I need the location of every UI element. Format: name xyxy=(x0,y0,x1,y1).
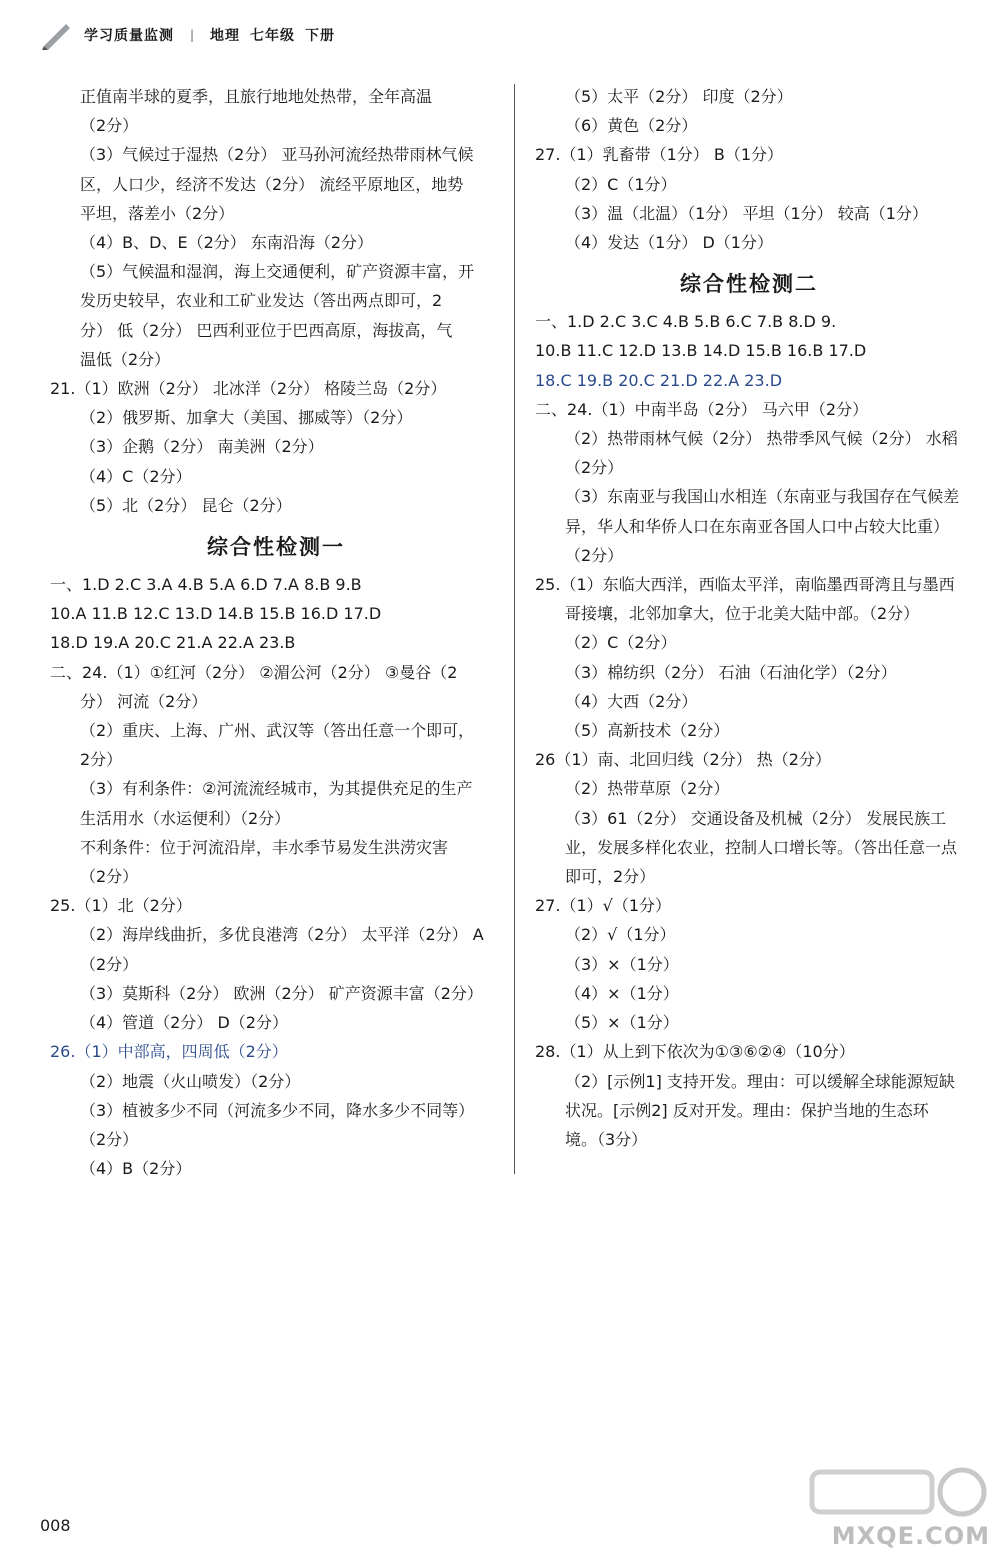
answer-line: 状况。[示例2] 反对开发。理由：保护当地的生态环 xyxy=(565,1100,929,1120)
left-column xyxy=(50,82,502,1183)
answer-line: （5）北（2分） 昆仑（2分） xyxy=(80,495,292,515)
answer-line: （2）C（1分） xyxy=(565,174,677,194)
watermark-text: MXQE.COM xyxy=(831,1522,990,1550)
answer-line: （2分） xyxy=(565,458,624,478)
answer-line: （2分） xyxy=(80,1129,139,1149)
answer-line: （2）√（1分） xyxy=(565,925,676,945)
answer-line: （3）莫斯科（2分） 欧洲（2分） 矿产资源丰富（2分） xyxy=(80,983,483,1003)
section-title: 综合性检测二 xyxy=(680,272,818,297)
section-title: 综合性检测一 xyxy=(207,535,345,560)
answer-line: 业，发展多样化农业，控制人口增长等。（答出任意一点 xyxy=(565,837,958,857)
answer-line: 二、24.（1）中南半岛（2分） 马六甲（2分） xyxy=(535,399,869,419)
answer-line: （4）B、D、E（2分） 东南沿海（2分） xyxy=(80,233,374,253)
answer-line: 18.D 19.A 20.C 21.A 22.A 23.B xyxy=(50,633,296,653)
answer-line: （4）C（2分） xyxy=(80,466,192,486)
answer-line: （3）棉纺织（2分） 石油（石油化学）（2分） xyxy=(565,662,897,682)
answer-line: 18.C 19.B 20.C 21.D 22.A 23.D xyxy=(535,370,783,390)
answer-line: 25.（1）北（2分） xyxy=(50,896,192,916)
answer-line: （6）黄色（2分） xyxy=(565,116,698,136)
answer-line: 10.B 11.C 12.D 13.B 14.D 15.B 16.B 17.D xyxy=(535,341,867,361)
page-number: 008 xyxy=(40,1516,71,1535)
answer-line: （3）植被多少不同（河流多少不同，降水多少不同等） xyxy=(80,1100,475,1120)
answer-line: （4）大西（2分） xyxy=(565,691,698,711)
answer-line: 10.A 11.B 12.C 13.D 14.B 15.B 16.D 17.D xyxy=(50,604,382,624)
answer-line: （4）管道（2分） D（2分） xyxy=(80,1013,288,1033)
answer-line: 2分） xyxy=(80,750,123,770)
answer-line: 一、1.D 2.C 3.C 4.B 5.B 6.C 7.B 8.D 9. xyxy=(535,312,837,332)
answer-line: （5）气候温和湿润，海上交通便利，矿产资源丰富，开 xyxy=(80,262,475,282)
answer-line: 一、1.D 2.C 3.A 4.B 5.A 6.D 7.A 8.B 9.B xyxy=(50,575,362,595)
answer-line: 26（1）南、北回归线（2分） 热（2分） xyxy=(535,750,831,770)
answer-line: （4）发达（1分） D（1分） xyxy=(565,233,773,253)
answer-line: 26.（1）中部高，四周低（2分） xyxy=(50,1042,288,1062)
answer-line: （5）×（1分） xyxy=(565,1013,679,1033)
answer-line: （4）B（2分） xyxy=(80,1159,192,1179)
answer-line: （3）×（1分） xyxy=(565,954,679,974)
answer-line: （2）[示例1] 支持开发。理由：可以缓解全球能源短缺 xyxy=(565,1071,955,1091)
answer-line: 不利条件：位于河流沿岸，丰水季节易发生洪涝灾害 xyxy=(80,837,449,857)
answer-line: 27.（1）√（1分） xyxy=(535,896,672,916)
answer-line: 28.（1）从上到下依次为①③⑥②④（10分） xyxy=(535,1042,855,1062)
answer-line: 异，华人和华侨人口在东南亚各国人口中占较大比重） xyxy=(565,516,950,536)
page-header: 学习质量监测 | 地理 七年级 下册 xyxy=(40,20,335,50)
book-title: 学习质量监测 xyxy=(84,28,174,44)
pen-icon xyxy=(40,20,74,50)
answer-line: （3）61（2分） 交通设备及机械（2分） 发展民族工 xyxy=(565,808,947,828)
volume: 下册 xyxy=(305,28,336,44)
answer-line: （2）C（2分） xyxy=(565,633,677,653)
answer-line: （2分） xyxy=(80,116,139,136)
answer-line: 正值南半球的夏季，且旅行地地处热带，全年高温 xyxy=(80,87,433,106)
answer-line: （2）海岸线曲折，多优良港湾（2分） 太平洋（2分） A xyxy=(80,925,484,945)
answer-line: （2）地震（火山喷发）（2分） xyxy=(80,1071,301,1091)
answer-line: （5）太平（2分） 印度（2分） xyxy=(565,87,793,106)
answer-line: 25.（1）东临大西洋，西临太平洋，南临墨西哥湾且与墨西 xyxy=(535,575,955,595)
answer-line: （3）企鹅（2分） 南美洲（2分） xyxy=(80,437,324,457)
answer-line: 区，人口少，经济不发达（2分） 流经平原地区，地势 xyxy=(80,174,464,194)
answer-line: 即可，2分） xyxy=(565,867,656,887)
answer-line: （2）热带雨林气候（2分） 热带季风气候（2分） 水稻 xyxy=(565,429,958,449)
answer-line: 27.（1）乳畜带（1分） B（1分） xyxy=(535,145,784,165)
answer-line: 分） 低（2分） 巴西利亚位于巴西高原，海拔高，气 xyxy=(80,320,453,340)
right-column xyxy=(535,82,963,1154)
answer-line: （3）温（北温）（1分） 平坦（1分） 较高（1分） xyxy=(565,203,928,223)
answer-line: 21.（1）欧洲（2分） 北冰洋（2分） 格陵兰岛（2分） xyxy=(50,379,447,399)
answer-line: （2分） xyxy=(80,954,139,974)
answer-line: （2）热带草原（2分） xyxy=(565,779,730,799)
answer-line: （3）东南亚与我国山水相连（东南亚与我国存在气候差 xyxy=(565,487,960,507)
answer-line: 分） 河流（2分） xyxy=(80,691,208,711)
answer-line: （2）重庆、上海、广州、武汉等（答出任意一个即可， xyxy=(80,721,475,741)
answer-line: 二、24.（1）①红河（2分） ②湄公河（2分） ③曼谷（2 xyxy=(50,662,458,682)
answer-line: （2）俄罗斯、加拿大（美国、挪威等）（2分） xyxy=(80,408,413,428)
column-divider xyxy=(514,84,515,1174)
answer-line: 境。（3分） xyxy=(565,1129,648,1149)
answer-line: （2分） xyxy=(565,545,624,565)
answer-line: （4）×（1分） xyxy=(565,983,679,1003)
answer-line: 平坦，落差小（2分） xyxy=(80,203,235,223)
answer-line: （3）气候过于湿热（2分） 亚马孙河流经热带雨林气候 xyxy=(80,145,474,165)
subject: 地理 xyxy=(210,28,241,44)
answer-line: （2分） xyxy=(80,867,139,887)
answer-line: （3）有利条件：②河流流经城市，为其提供充足的生产 xyxy=(80,779,473,799)
grade: 七年级 xyxy=(250,28,296,44)
answer-line: 温低（2分） xyxy=(80,349,171,369)
answer-line: （5）高新技术（2分） xyxy=(565,721,730,741)
answer-line: 发历史较早，农业和工矿业发达（答出两点即可，2 xyxy=(80,291,443,311)
answer-line: 哥接壤，北邻加拿大，位于北美大陆中部。（2分） xyxy=(565,604,920,624)
answer-line: 生活用水（水运便利）（2分） xyxy=(80,808,291,828)
